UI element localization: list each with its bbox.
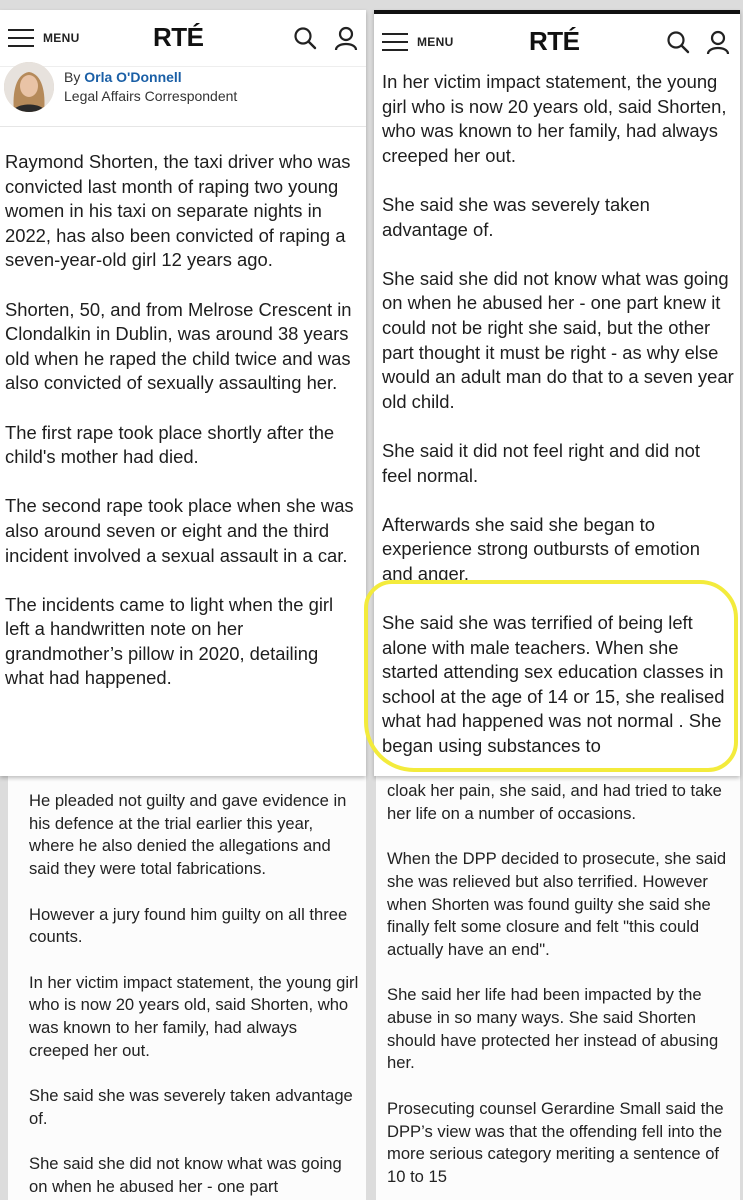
paragraph: The first rape took place shortly after the child's mother had died. xyxy=(5,421,335,468)
bottom-right-screenshot xyxy=(376,765,740,1200)
paragraph: He pleaded not guilty and gave evidence in his defence at the trial earlier this year, where he also denied the allegations and said they were total fabrications. xyxy=(29,791,347,879)
paragraph: The second rape took place when she was also around seven or eight and the third incident involved a sexual assault in a car. xyxy=(5,495,354,566)
paragraph: She said she was severely taken advantage of. xyxy=(29,1086,353,1128)
paragraph: Prosecuting counsel Gerardine Small said the DPP’s view was that the offending fell into the more serious category meriting a sentence of 10 to 15 xyxy=(387,1098,724,1186)
rte-logo[interactable]: RTÉ xyxy=(153,22,204,52)
paragraph: When the DPP decided to prosecute, she said she was relieved but also terrified. However when Shorten was found guilty she said she finally felt some closure and felt "this could actually have an end". xyxy=(387,849,727,959)
divider xyxy=(0,126,366,127)
byline-text xyxy=(64,68,237,106)
paragraph: She said she did not know what was going on when he abused her - one part xyxy=(29,1154,342,1196)
paragraph: She said her life had been impacted by the abuse in so many ways. She said Shorten should have protected her instead of abusing her. xyxy=(387,985,719,1073)
article-body-bottom-right xyxy=(387,780,727,1200)
menu-label: MENU xyxy=(417,35,454,49)
paragraph: Raymond Shorten, the taxi driver who was convicted last month of raping two young women in his taxi on separate nights in 2022, has also been convicted of raping a seven-year-old girl 12 years ago. xyxy=(5,151,351,271)
author-link[interactable]: Orla O'Donnell xyxy=(84,69,182,85)
top-nav-bar xyxy=(374,14,740,70)
paragraph: Afterwards she said she began to experience strong outbursts of emotion and anger. xyxy=(382,513,700,584)
hamburger-menu-icon xyxy=(8,29,34,47)
menu-button[interactable] xyxy=(8,29,80,47)
paragraph: However a jury found him guilty on all three counts. xyxy=(29,904,348,947)
paragraph: In her victim impact statement, the young girl who is now 20 years old, said Shorten, who was known to her family, had always creeped her out. xyxy=(29,972,359,1060)
search-icon[interactable] xyxy=(666,30,690,54)
article-body-bottom-left xyxy=(29,790,359,1200)
menu-button[interactable] xyxy=(382,33,454,51)
search-icon[interactable] xyxy=(293,26,317,50)
byline-prefix: By xyxy=(64,69,81,85)
rte-logo[interactable]: RTÉ xyxy=(529,26,580,56)
article-body-top-left xyxy=(5,150,361,716)
paragraph-highlighted: She said she was terrified of being left alone with male teachers. When she started attending sex education classes in school at the age of 14 or 15, she realised what had happened was not normal . She began using substances to xyxy=(382,612,725,757)
paragraph: She said it did not feel right and did not feel normal. xyxy=(382,439,700,486)
author-avatar xyxy=(4,62,54,112)
paragraph: Shorten, 50, and from Melrose Crescent in Clondalkin in Dublin, was around 38 years old when he raped the child twice and was also convicted of sexually assaulting her. xyxy=(5,298,352,394)
article-body-top-right xyxy=(382,70,734,776)
menu-label: MENU xyxy=(43,31,80,45)
bottom-left-screenshot xyxy=(8,770,366,1200)
author-role: Legal Affairs Correspondent xyxy=(64,88,238,104)
top-left-screenshot xyxy=(0,10,366,776)
paragraph: cloak her pain, she said, and had tried to take her life on a number of occasions. xyxy=(387,781,722,823)
author-byline xyxy=(4,62,237,112)
paragraph: She said she was severely taken advantage of. xyxy=(382,193,650,240)
user-icon[interactable] xyxy=(706,30,730,54)
hamburger-menu-icon xyxy=(382,33,408,51)
paragraph: In her victim impact statement, the young girl who is now 20 years old, said Shorten, who was known to her family, had always creeped her out. xyxy=(382,71,727,166)
top-right-screenshot xyxy=(374,10,740,776)
paragraph: She said she did not know what was going on when he abused her - one part knew it could not be right she said, but the other part thought it must be right - as why else would an adult man do that to a seven year old child. xyxy=(382,267,734,412)
top-nav-bar xyxy=(0,10,366,66)
user-icon[interactable] xyxy=(334,26,358,50)
paragraph: The incidents came to light when the girl left a handwritten note on her grandmother’s pillow in 2020, detailing what had happened. xyxy=(5,593,334,689)
